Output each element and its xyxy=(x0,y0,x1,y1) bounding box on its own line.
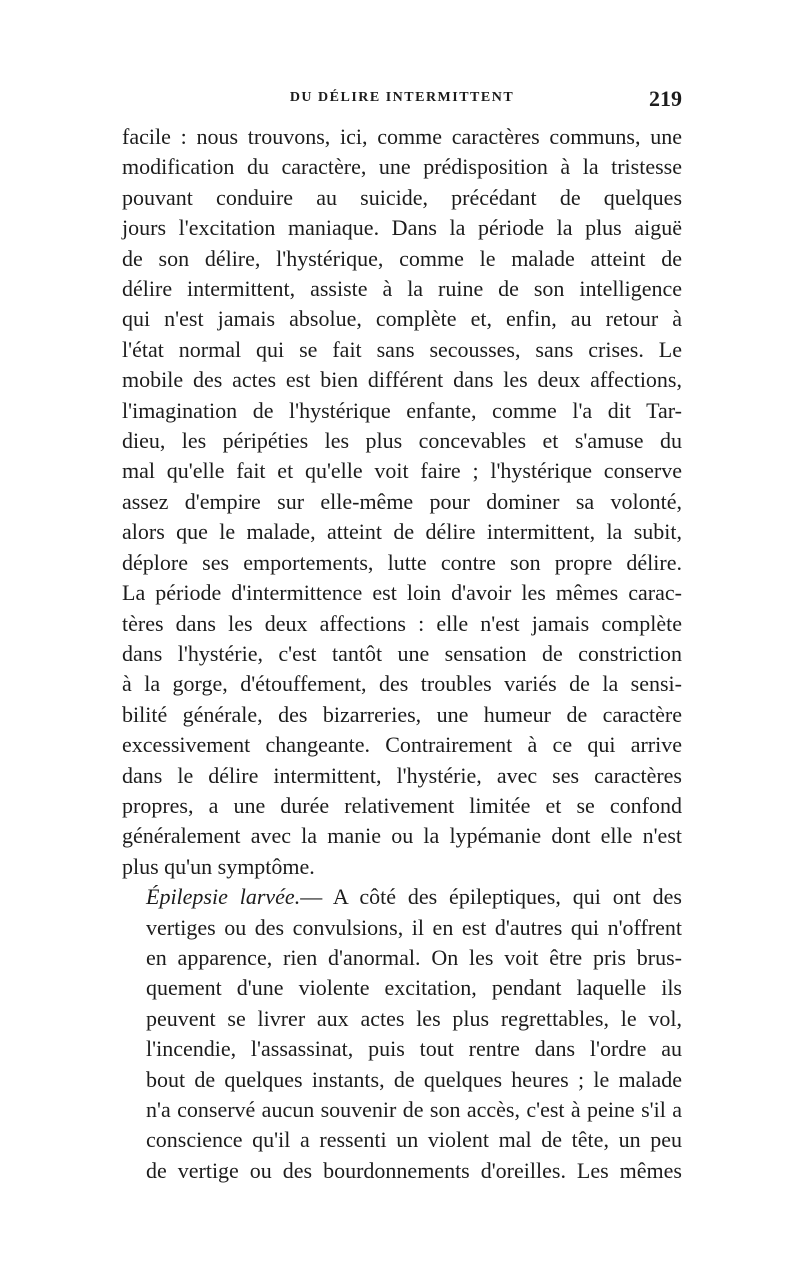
text-line: peuvent se livrer aux actes les plus regrettables, le vol, xyxy=(146,1005,682,1031)
running-title: DU DÉLIRE INTERMITTENT xyxy=(289,90,515,105)
text-line: excessivement changeante. Contrairement à ce qui arrive xyxy=(122,732,682,758)
text-line: en apparence, rien d'anormal. On les voit être pris brus- xyxy=(146,944,682,970)
text-line: quement d'une violente excitation, pendant laquelle ils xyxy=(146,975,682,1001)
section-lead-rest: — A côté des épileptiques, qui ont des xyxy=(300,884,682,910)
page-number: 219 xyxy=(649,86,682,111)
text-line: qui n'est jamais absolue, complète et, enfin, au retour à xyxy=(122,306,682,332)
text-line: mal qu'elle fait et qu'elle voit faire ; l'hystérique conserve xyxy=(122,458,682,484)
text-line: de vertige ou des bourdonnements d'oreilles. Les mêmes xyxy=(146,1157,682,1183)
paragraph-epilepsie-larvee xyxy=(122,882,682,1186)
book-page xyxy=(122,88,682,1186)
body-text xyxy=(122,122,682,1186)
text-line: conscience qu'il a ressenti un violent mal de tête, un peu xyxy=(146,1127,682,1153)
text-line: jours l'excitation maniaque. Dans la période la plus aiguë xyxy=(122,215,682,241)
paragraph-hysteria-comparison xyxy=(122,122,682,882)
text-line: plus qu'un symptôme. xyxy=(122,853,315,879)
text-line: dans le délire intermittent, l'hystérie, avec ses caractères xyxy=(122,762,682,788)
text-line: l'incendie, l'assassinat, puis tout rentre dans l'ordre au xyxy=(146,1036,682,1062)
text-line: n'a conservé aucun souvenir de son accès, c'est à peine s'il a xyxy=(146,1097,682,1122)
text-line: dieu, les péripéties les plus concevables et s'amuse du xyxy=(122,428,682,454)
text-line: assez d'empire sur elle-même pour dominer sa volonté, xyxy=(122,488,682,514)
text-line: alors que le malade, atteint de délire intermittent, la subit, xyxy=(122,519,682,545)
text-line: généralement avec la manie ou la lypémanie dont elle n'est xyxy=(122,823,682,849)
text-line: vertiges ou des convulsions, il en est d'autres qui n'offrent xyxy=(146,914,682,940)
running-head xyxy=(122,88,682,122)
text-line: facile : nous trouvons, ici, comme caractères communs, une xyxy=(122,124,682,149)
paragraph-lead-line xyxy=(122,882,682,912)
text-line: modification du caractère, une prédisposition à la tristesse xyxy=(122,154,682,180)
text-line: bilité générale, des bizarreries, une humeur de caractère xyxy=(122,701,682,727)
text-line: propres, a une durée relativement limitée et se confond xyxy=(122,792,682,818)
text-line: dans l'hystérie, c'est tantôt une sensation de constriction xyxy=(122,640,682,666)
text-line: pouvant conduire au suicide, précédant de quelques xyxy=(122,184,682,210)
text-line: l'imagination de l'hystérique enfante, comme l'a dit Tar- xyxy=(122,397,682,423)
text-line: l'état normal qui se fait sans secousses, sans crises. Le xyxy=(122,336,682,362)
text-line: de son délire, l'hystérique, comme le malade atteint de xyxy=(122,245,682,271)
text-line: mobile des actes est bien différent dans les deux affections, xyxy=(122,367,682,393)
text-line: à la gorge, d'étouffement, des troubles variés de la sensi- xyxy=(122,671,682,697)
text-line: bout de quelques instants, de quelques heures ; le malade xyxy=(146,1066,682,1092)
text-line: tères dans les deux affections : elle n'est jamais complète xyxy=(122,610,682,636)
section-lead-italic: Épilepsie larvée. xyxy=(146,884,301,910)
text-line: déplore ses emportements, lutte contre son propre délire. xyxy=(122,549,682,575)
text-line: La période d'intermittence est loin d'avoir les mêmes carac- xyxy=(122,580,682,606)
text-line: délire intermittent, assiste à la ruine de son intelligence xyxy=(122,276,682,302)
